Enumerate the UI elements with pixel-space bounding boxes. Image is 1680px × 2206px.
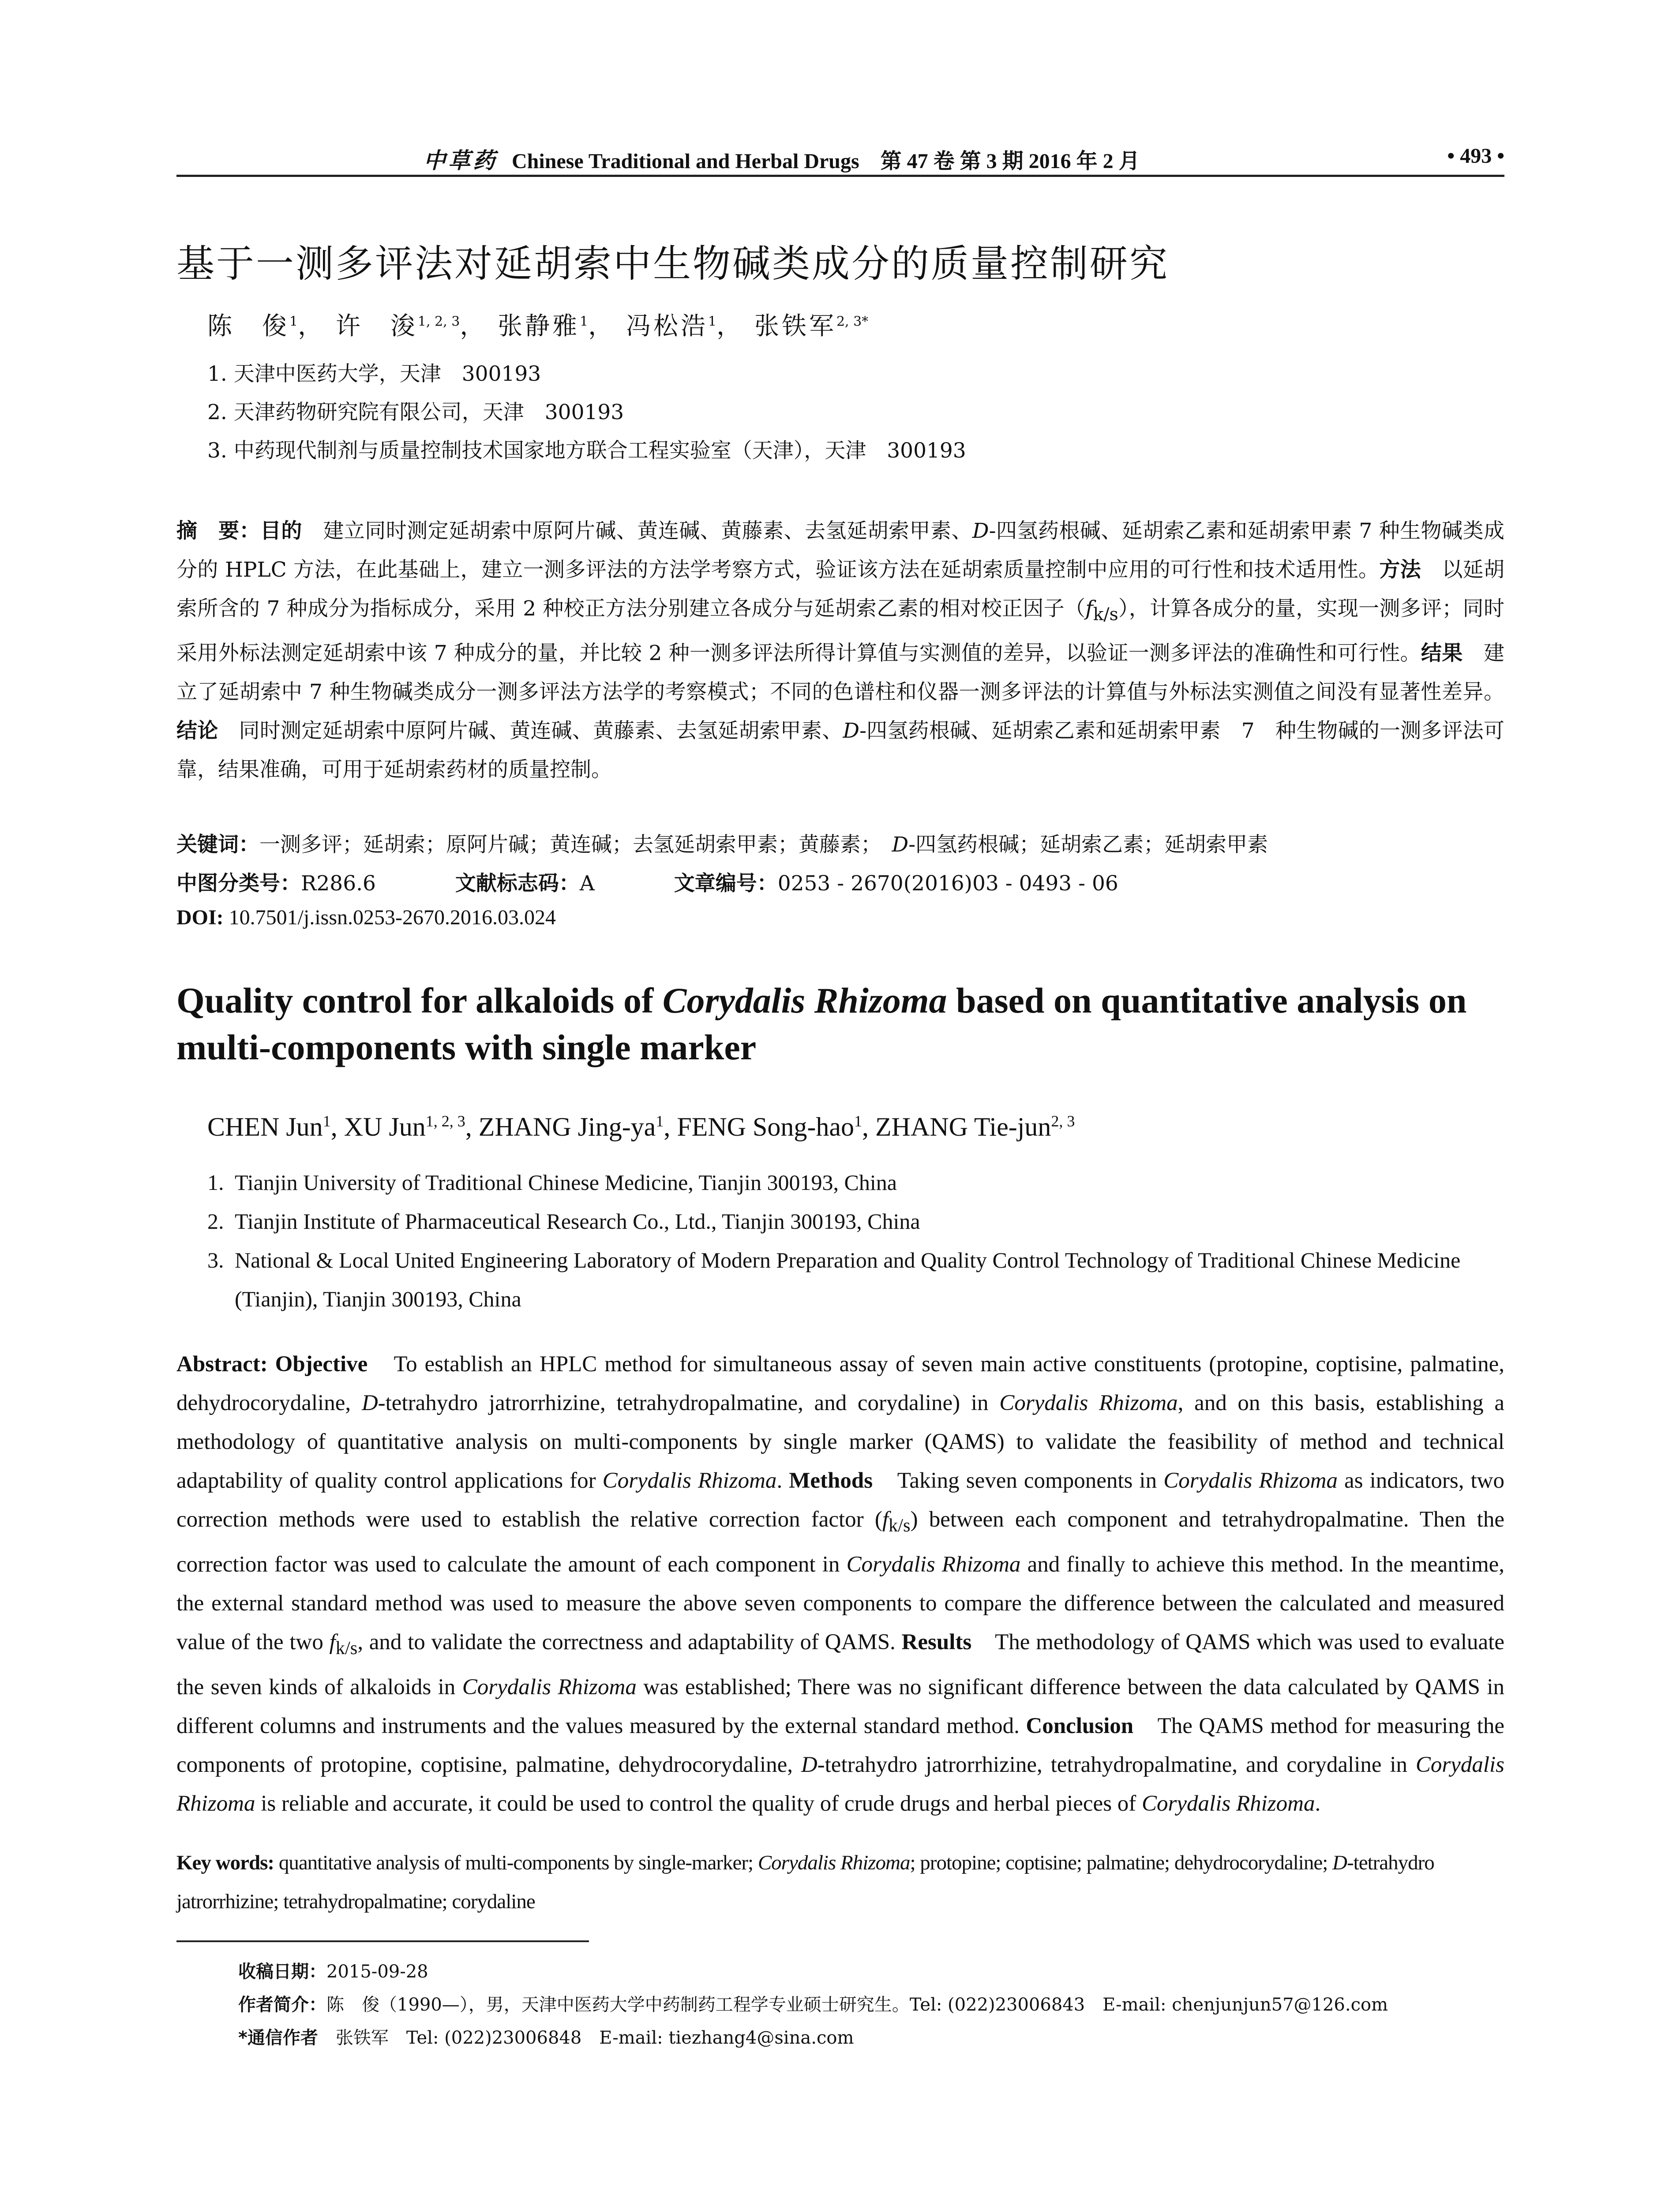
en-author-sup: 2, 3 bbox=[1051, 1112, 1075, 1130]
en-objective-label: Objective bbox=[275, 1352, 368, 1377]
en-italic-plant: Corydalis Rhizoma bbox=[1142, 1791, 1315, 1816]
en-author-sup: 1, 2, 3 bbox=[425, 1112, 465, 1130]
en-abstract-text: The QAMS method for measuring the components of protopine, coptisine, palmatine, dehydrocorydaline, bbox=[176, 1714, 1505, 1778]
journal-logo: 中草药 bbox=[424, 147, 498, 173]
cn-author-sup: 1, 2, 3 bbox=[417, 314, 460, 330]
en-author-name: FENG Song-hao bbox=[677, 1112, 854, 1141]
en-keywords-label: Key words: bbox=[176, 1851, 274, 1874]
en-abstract-text: was established; There was no significant difference between the data calculated by QAMS in different columns and instruments and the values measured by the external standard method. bbox=[176, 1675, 1504, 1739]
en-abstract-text: . bbox=[1315, 1791, 1321, 1816]
cn-methods-label: 方法 bbox=[1379, 558, 1421, 582]
footnote-label: 作者简介： bbox=[238, 1995, 326, 2015]
cn-objective-label: 目的 bbox=[260, 519, 302, 543]
en-affiliation-text: Tianjin Institute of Pharmaceutical Research Co., Ltd., Tianjin 300193, China bbox=[235, 1209, 920, 1234]
en-affiliation-text: Tianjin University of Traditional Chinese Medicine, Tianjin 300193, China bbox=[235, 1170, 897, 1195]
en-italic-plant: Corydalis Rhizoma bbox=[602, 1468, 777, 1493]
article-no-value: 03 - 0493 - 06 bbox=[972, 871, 1118, 896]
cn-affiliation: 1. 天津中医药大学，天津 300193 bbox=[207, 362, 541, 386]
cn-conclusion-text: 同时测定延胡索中原阿片碱、黄连碱、黄藤素、去氢延胡索甲素、 bbox=[239, 719, 843, 743]
cn-results-text: 建立了延胡索中 7 种生物碱类成分一测多评法方法学的考察模式；不同的色谱柱和仪器一测多评法的计算值与外标法实测值之间没有显著性差异。 bbox=[176, 641, 1505, 705]
en-author-name: ZHANG Tie-jun bbox=[875, 1112, 1051, 1141]
en-affiliation-number: 2. bbox=[207, 1209, 224, 1234]
en-title bbox=[176, 977, 1509, 1071]
en-title-text: based on quantitative analysis on multi-components with single marker bbox=[176, 980, 1467, 1067]
en-keywords-text: -tetrahydro jatrorrhizine; tetrahydropalmatine; corydaline bbox=[176, 1851, 1434, 1913]
cn-keywords bbox=[176, 828, 1268, 858]
en-methods-label: Methods bbox=[789, 1468, 873, 1493]
en-results-label: Results bbox=[901, 1630, 972, 1655]
cn-italic-d: D bbox=[972, 519, 989, 543]
en-abstract-text: -tetrahydro jatrorrhizine, tetrahydropalmatine, and corydaline) in bbox=[378, 1391, 1000, 1415]
cn-author-sup: 1 bbox=[708, 314, 717, 330]
en-conclusion-label: Conclusion bbox=[1026, 1714, 1134, 1739]
cn-author-sup: 1 bbox=[289, 314, 298, 330]
doi bbox=[176, 905, 556, 930]
cn-author-name: 张静雅 bbox=[498, 312, 580, 341]
page-number: • 493 • bbox=[1447, 144, 1504, 168]
doi-value: 10.7501/j.issn.0253-2670.2016.03.024 bbox=[223, 906, 556, 929]
en-abstract-text: , and to validate the correctness and adaptability of QAMS. bbox=[357, 1630, 902, 1655]
journal-info: Chinese Traditional and Herbal Drugs 第 47 卷 第 3 期 2016 年 2 月 bbox=[512, 150, 1140, 173]
cn-abstract bbox=[176, 512, 1504, 789]
cn-methods-text: 以延胡索所含的 7 种成分为指标成分，采用 2 种校正方法分别建立各成分与延胡索乙素的相对校正因子（ bbox=[176, 558, 1505, 621]
en-abstract-text: is reliable and accurate, it could be used to control the quality of crude drugs and herbal pieces of bbox=[255, 1791, 1142, 1816]
doc-code-value: A bbox=[579, 871, 595, 896]
cn-keywords-text: -四氢药根碱；延胡索乙素；延胡索甲素 bbox=[908, 833, 1268, 857]
article-no-label: 文章编号： bbox=[674, 871, 778, 896]
en-keywords bbox=[176, 1843, 1504, 1921]
en-affiliation-text: National & Local United Engineering Laboratory of Modern Preparation and Quality Control Technology of Traditional Chinese Medicine (Tianjin), Tianjin 300193, China bbox=[235, 1248, 1461, 1311]
cn-classification bbox=[176, 867, 1118, 897]
en-f-subscript: k/s bbox=[335, 1638, 358, 1659]
en-abstract-text: as indicators, two correction methods were used to establish the relative correction factor ( bbox=[176, 1468, 1505, 1532]
en-author-name: XU Jun bbox=[344, 1112, 426, 1141]
cn-author-sup: 1 bbox=[580, 314, 589, 330]
cn-italic-d: D bbox=[892, 833, 909, 857]
en-abstract bbox=[176, 1345, 1504, 1823]
en-italic-plant: Corydalis Rhizoma bbox=[462, 1675, 637, 1700]
en-affiliation bbox=[207, 1163, 1504, 1202]
en-title-italic: Corydalis Rhizoma bbox=[662, 980, 947, 1020]
en-italic-plant: Corydalis Rhizoma bbox=[1163, 1468, 1338, 1493]
cn-author-sup: 2, 3* bbox=[836, 314, 869, 330]
cn-author-name: 张铁军 bbox=[754, 312, 836, 341]
en-italic-plant: Corydalis Rhizoma bbox=[176, 1752, 1504, 1816]
cn-objective-text: 建立同时测定延胡索中原阿片碱、黄连碱、黄藤素、去氢延胡索甲素、 bbox=[323, 519, 972, 543]
cn-objective-text: -四氢药根碱、延胡索乙素和延胡索甲素 7 种生物碱类成分的 HPLC 方法，在此基础上，建立一测多评法的方法学考察方式，验证该方法在延胡索质量控制中应用的可行性和技术适用性。 bbox=[176, 519, 1505, 582]
en-title-text: Quality control for alkaloids of bbox=[176, 980, 663, 1020]
clc-value: R286.6 bbox=[301, 871, 376, 896]
en-abstract-text: The methodology of QAMS which was used to evaluate the seven kinds of alkaloids in bbox=[176, 1630, 1505, 1700]
en-abstract-text: . bbox=[776, 1468, 789, 1493]
doc-code-label: 文献标志码： bbox=[455, 871, 580, 896]
en-italic-d: D bbox=[1332, 1851, 1347, 1874]
cn-keywords-text: 一测多评；延胡索；原阿片碱；黄连碱；去氢延胡索甲素；黄藤素； bbox=[259, 833, 892, 857]
en-f-symbol: f bbox=[882, 1507, 889, 1532]
running-header bbox=[176, 140, 1504, 177]
footnote-corresponding bbox=[238, 2024, 854, 2049]
article-no-value: 0253 - 2670(2016) bbox=[777, 871, 972, 896]
cn-affiliation: 3. 中药现代制剂与质量控制技术国家地方联合工程实验室（天津），天津 300193 bbox=[207, 439, 966, 463]
en-abstract-text: , and on this basis, establishing a methodology of quantitative analysis on multi-components by single marker (QAMS) to validate the feasibility of method and technical adaptability of quality control applications for bbox=[176, 1391, 1504, 1493]
en-italic-plant: Corydalis Rhizoma bbox=[758, 1851, 910, 1874]
cn-author-name: 许 浚 bbox=[335, 312, 418, 341]
footnote-label: 收稿日期： bbox=[238, 1962, 326, 1982]
footnote-label: *通信作者 bbox=[238, 2028, 318, 2048]
en-affiliation bbox=[207, 1241, 1504, 1318]
cn-author-name: 陈 俊 bbox=[207, 312, 289, 341]
en-abstract-label: Abstract: bbox=[176, 1352, 275, 1377]
en-affiliation-number: 3. bbox=[207, 1248, 224, 1272]
en-abstract-text: Taking seven components in bbox=[873, 1468, 1164, 1493]
en-affiliation-number: 1. bbox=[207, 1170, 224, 1195]
cn-title: 基于一测多评法对延胡索中生物碱类成分的质量控制研究 bbox=[176, 242, 1169, 286]
en-author-sup: 1 bbox=[854, 1112, 862, 1130]
en-keywords-text: ; protopine; coptisine; palmatine; dehydrocorydaline; bbox=[910, 1851, 1333, 1874]
cn-italic-d: D bbox=[843, 719, 860, 743]
en-author-sup: 1 bbox=[656, 1112, 664, 1130]
en-author-name: CHEN Jun bbox=[207, 1112, 323, 1141]
en-f-symbol: f bbox=[329, 1630, 336, 1655]
footnote-received bbox=[238, 1958, 428, 1983]
footnote-value: 陈 俊（1990—），男，天津中医药大学中药制药工程学专业硕士研究生。Tel: (022)23006843 E-mail: chenjunjun57@126.com bbox=[326, 1995, 1388, 2015]
cn-conclusion-text: -四氢药根碱、延胡索乙素和延胡索甲素 7 种生物碱的一测多评法可靠，结果准确，可用于延胡索药材的质量控制。 bbox=[176, 719, 1505, 782]
en-italic-plant: Corydalis Rhizoma bbox=[999, 1391, 1178, 1415]
cn-f-symbol: f bbox=[1085, 597, 1093, 621]
en-italic-d: D bbox=[361, 1391, 378, 1415]
en-abstract-text: -tetrahydro jatrorrhizine, tetrahydropalmatine, and corydaline in bbox=[817, 1752, 1416, 1778]
cn-author-name: 冯松浩 bbox=[626, 312, 709, 341]
en-abstract-text: To establish an HPLC method for simultaneous assay of seven main active constituents (protopine, coptisine, palmatine, dehydrocorydaline, bbox=[176, 1352, 1505, 1415]
en-f-subscript: k/s bbox=[889, 1515, 911, 1536]
footnote-value: 2015-09-28 bbox=[326, 1962, 428, 1982]
cn-conclusion-label: 结论 bbox=[176, 719, 218, 743]
en-keywords-text: quantitative analysis of multi-components by single-marker; bbox=[274, 1851, 758, 1874]
en-affiliation bbox=[207, 1202, 1504, 1241]
en-abstract-text: and finally to achieve this method. In the meantime, the external standard method was used to measure the above seven components to compare the difference between the calculated and measured value of the two bbox=[176, 1552, 1505, 1655]
cn-keywords-label: 关键词： bbox=[176, 833, 259, 857]
doi-label: DOI: bbox=[176, 906, 224, 929]
clc-label: 中图分类号： bbox=[176, 871, 301, 896]
footnote-author bbox=[238, 1991, 1388, 2016]
en-italic-plant: Corydalis Rhizoma bbox=[846, 1552, 1021, 1577]
en-author-name: ZHANG Jing-ya bbox=[478, 1112, 656, 1141]
cn-affiliation: 2. 天津药物研究院有限公司，天津 300193 bbox=[207, 400, 624, 424]
en-authors: CHEN Jun$^1$, XU Jun$^{1, 2, 3}$, ZHANG Jing-$ya^1$, FENG Song-hao$^1$, ZHANG Tie-jun$^{2, 3}$ bbox=[207, 1112, 1075, 1141]
cn-abstract-label: 摘 要： bbox=[176, 519, 260, 543]
cn-authors: 陈 俊$^1$， 许 浚$^{1, 2, 3}$， 张静雅$^1$， 冯松浩$^1$， 张铁军$^{2, 3*}$ bbox=[207, 312, 869, 341]
en-italic-d: D bbox=[801, 1752, 818, 1778]
cn-results-label: 结果 bbox=[1421, 641, 1463, 666]
cn-f-subscript: k/s bbox=[1093, 604, 1118, 625]
footnote-value: 张铁军 Tel: (022)23006848 E-mail: tiezhang4@sina.com bbox=[318, 2028, 854, 2048]
cn-methods-text: ），计算各成分的量，实现一测多评；同时采用外标法测定延胡索中该 7 种成分的量，并比较 2 种一测多评法所得计算值与实测值的差异，以验证一测多评法的准确性和可行性。 bbox=[176, 597, 1504, 666]
en-abstract-text: ) between each component and tetrahydropalmatine. Then the correction factor was used to calculate the amount of each component in bbox=[176, 1507, 1504, 1577]
en-author-sup: 1 bbox=[322, 1112, 331, 1130]
footnote-divider bbox=[176, 1940, 589, 1942]
